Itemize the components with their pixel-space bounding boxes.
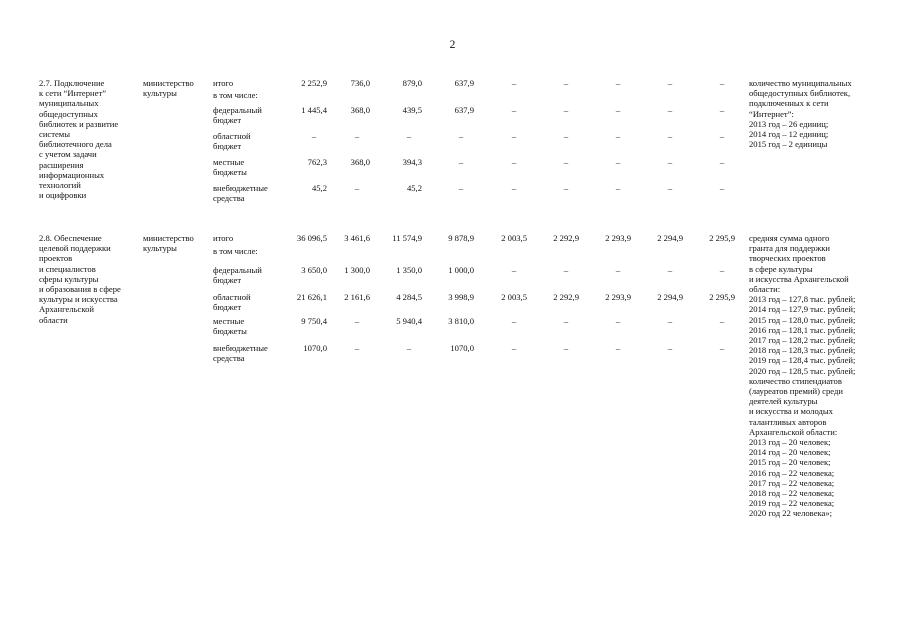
source-label: итого [213,78,234,88]
funding-value: 2 003,5 [501,292,527,302]
source-label: областной бюджет [213,292,251,313]
funding-value: – [667,183,673,193]
funding-value: – [563,183,569,193]
source-label: областной бюджет [213,131,251,152]
funding-value: – [406,131,412,141]
funding-value: 394,3 [402,157,422,167]
expected-result: средняя сумма одного гранта для поддержки творческих проектов в сфере культуры и искусства Архангельской области: 2013 год – 127,8 тыс. рублей; 2014 год – 127,9 тыс. рублей; 2015 год – 128,0 тыс. рублей; 2016 год – 128,1 тыс. рублей; 2017 год – 128,2 тыс. рублей; 2018 год – 128,3 тыс. рублей; 2019 год – 128,4 тыс. рублей; 2020 год – 128,5 тыс. рублей; количество стипендиатов (лауреатов премий) среди деятелей культуры и искусства и молодых талантливых авторов Архангельской области: 2013 год – 20 человек; 2014 год – 20 человек; 2015 год – 20 человек; 2016 год – 22 человека; 2017 год – 22 человека; 2018 год – 22 человека; 2019 год – 22 человека; 2020 год 22 человека»; [749,233,856,519]
funding-value: 1 445,4 [301,105,327,115]
funding-value: – [354,316,360,326]
funding-value: – [354,183,360,193]
funding-value: – [458,131,464,141]
funding-value: 736,0 [350,78,370,88]
funding-value: – [615,316,621,326]
funding-value: 2 003,5 [501,233,527,243]
funding-value: 2 295,9 [709,292,735,302]
source-label: в том числе: [213,246,258,256]
funding-value: – [615,343,621,353]
funding-value: 2 252,9 [301,78,327,88]
funding-value: – [667,105,673,115]
funding-value: – [615,265,621,275]
funding-value: 1 350,0 [396,265,422,275]
funding-value: – [719,343,725,353]
funding-value: – [563,105,569,115]
source-label: в том числе: [213,90,258,100]
funding-value: – [667,265,673,275]
funding-value: – [458,157,464,167]
funding-value: 3 810,0 [448,316,474,326]
funding-value: – [511,265,517,275]
funding-value: – [667,316,673,326]
responsible-executor: министерство культуры [143,233,194,254]
funding-value: – [354,131,360,141]
measure-name: 2.8. Обеспечение целевой поддержки проектов и специалистов сферы культуры и образования в сфере культуры и искусства Архангельской области [39,233,121,325]
funding-value: 637,9 [454,105,474,115]
funding-value: – [511,183,517,193]
funding-value: 2 292,9 [553,233,579,243]
source-label: внебюджетные средства [213,343,268,364]
funding-value: – [667,131,673,141]
funding-value: – [563,157,569,167]
funding-value: 2 293,9 [605,233,631,243]
funding-value: 2 294,9 [657,292,683,302]
funding-value: 1 000,0 [448,265,474,275]
funding-value: 2 294,9 [657,233,683,243]
funding-value: 4 284,5 [396,292,422,302]
funding-value: 21 626,1 [296,292,327,302]
funding-value: – [615,78,621,88]
funding-value: – [719,157,725,167]
source-label: федеральный бюджет [213,265,262,286]
funding-value: – [719,131,725,141]
funding-value: – [511,343,517,353]
funding-value: – [511,78,517,88]
funding-value: – [719,78,725,88]
funding-value: – [458,183,464,193]
funding-value: 36 096,5 [296,233,327,243]
funding-value: 368,0 [350,157,370,167]
responsible-executor: министерство культуры [143,78,194,99]
funding-value: – [667,343,673,353]
source-label: местные бюджеты [213,316,247,337]
funding-value: 1070,0 [303,343,327,353]
funding-value: 2 295,9 [709,233,735,243]
source-label: федеральный бюджет [213,105,262,126]
funding-value: 3 461,6 [344,233,370,243]
funding-value: – [615,183,621,193]
funding-value: 2 292,9 [553,292,579,302]
funding-value: – [667,78,673,88]
funding-value: 3 998,9 [448,292,474,302]
funding-value: 879,0 [402,78,422,88]
funding-value: 5 940,4 [396,316,422,326]
funding-value: – [615,105,621,115]
funding-value: 45,2 [311,183,327,193]
funding-value: – [719,265,725,275]
source-label: итого [213,233,234,243]
page-number: 2 [449,39,456,51]
funding-value: – [563,265,569,275]
funding-value: – [667,157,673,167]
funding-value: – [511,131,517,141]
funding-value: 9 750,4 [301,316,327,326]
funding-value: – [406,343,412,353]
funding-value: 2 293,9 [605,292,631,302]
measure-name: 2.7. Подключение к сети “Интернет” муниципальных общедоступных библиотек и развитие системы библиотечного дела с учетом задачи расширения информационных технологий и оцифровки [39,78,119,201]
funding-value: – [719,316,725,326]
funding-value: – [719,105,725,115]
funding-value: – [615,131,621,141]
funding-value: 1070,0 [450,343,474,353]
funding-value: 439,5 [402,105,422,115]
funding-value: – [311,131,317,141]
funding-value: 45,2 [406,183,422,193]
funding-value: 368,0 [350,105,370,115]
source-label: местные бюджеты [213,157,247,178]
funding-value: – [511,316,517,326]
funding-value: – [563,131,569,141]
expected-result: количество муниципальных общедоступных библиотек, подключенных к сети “Интернет”: 2013 год – 26 единиц; 2014 год – 12 единиц; 2015 год – 2 единицы [749,78,852,150]
funding-value: 637,9 [454,78,474,88]
funding-value: 3 650,0 [301,265,327,275]
funding-value: 2 161,6 [344,292,370,302]
funding-value: 11 574,9 [392,233,422,243]
funding-value: 1 300,0 [344,265,370,275]
funding-value: – [563,316,569,326]
source-label: внебюджетные средства [213,183,268,204]
funding-value: – [354,343,360,353]
funding-value: – [615,157,621,167]
funding-value: – [563,343,569,353]
funding-value: – [511,157,517,167]
funding-value: – [563,78,569,88]
funding-value: – [511,105,517,115]
funding-value: – [719,183,725,193]
funding-value: 9 878,9 [448,233,474,243]
funding-value: 762,3 [307,157,327,167]
